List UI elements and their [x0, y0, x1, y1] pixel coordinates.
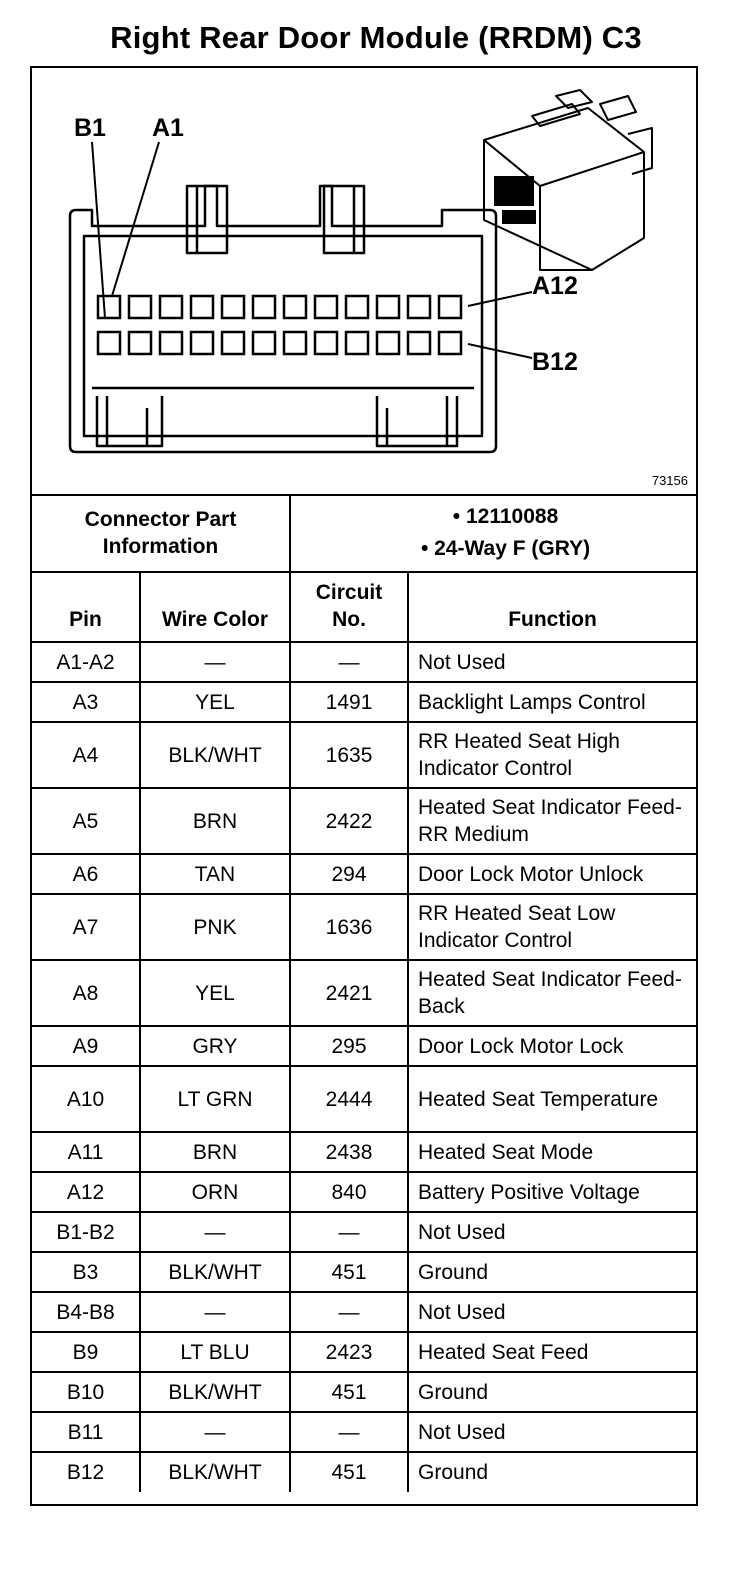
connector-diagram	[32, 68, 696, 496]
function-cell: Heated Seat Indicator Feed-Back	[408, 960, 696, 1026]
wire-color-cell: BLK/WHT	[140, 1252, 290, 1292]
pin-cavity	[315, 332, 337, 354]
pin-cell: A4	[32, 722, 140, 788]
connector-part-number: • 12110088	[452, 504, 559, 528]
circuit-no-cell: 2444	[290, 1066, 408, 1132]
table-row	[32, 722, 696, 788]
table-row	[32, 1132, 696, 1172]
pin-cavity	[129, 332, 151, 354]
function-cell: Ground	[408, 1372, 696, 1412]
table-row	[32, 788, 696, 854]
function-cell: Not Used	[408, 1292, 696, 1332]
wire-color-cell: —	[140, 642, 290, 682]
header-function: Function	[408, 572, 696, 642]
table-row	[32, 1412, 696, 1452]
label-a12: A12	[532, 272, 578, 300]
pin-cavity	[129, 296, 151, 318]
circuit-no-cell: 2422	[290, 788, 408, 854]
table-row	[32, 1066, 696, 1132]
circuit-no-cell: 1635	[290, 722, 408, 788]
wire-color-cell: —	[140, 1412, 290, 1452]
circuit-no-cell: 840	[290, 1172, 408, 1212]
pin-cavity	[160, 332, 182, 354]
function-cell: Ground	[408, 1452, 696, 1492]
connector-info-row	[32, 494, 696, 572]
pin-cavity	[284, 332, 306, 354]
pin-cavity	[98, 332, 120, 354]
circuit-no-cell: —	[290, 642, 408, 682]
wire-color-cell: YEL	[140, 960, 290, 1026]
wire-color-cell: —	[140, 1212, 290, 1252]
label-b1: B1	[74, 114, 106, 142]
pin-cell: B1-B2	[32, 1212, 140, 1252]
pin-cavity	[408, 332, 430, 354]
wire-color-cell: LT BLU	[140, 1332, 290, 1372]
connector-sheet	[30, 66, 698, 1506]
pin-cavity	[98, 296, 120, 318]
pin-cavity	[222, 332, 244, 354]
function-cell: Battery Positive Voltage	[408, 1172, 696, 1212]
pin-cell: A11	[32, 1132, 140, 1172]
function-cell: Heated Seat Mode	[408, 1132, 696, 1172]
pin-cavity	[377, 296, 399, 318]
pin-cell: A7	[32, 894, 140, 960]
label-a1: A1	[152, 114, 184, 142]
circuit-no-cell: 2423	[290, 1332, 408, 1372]
pinout-table	[32, 494, 696, 1492]
table-row	[32, 642, 696, 682]
pin-cell: B11	[32, 1412, 140, 1452]
pin-cavity	[439, 296, 461, 318]
wire-color-cell: BRN	[140, 788, 290, 854]
wire-color-cell: BLK/WHT	[140, 1452, 290, 1492]
header-wire-color: Wire Color	[140, 572, 290, 642]
pin-cavity	[439, 332, 461, 354]
connector-info-list	[290, 494, 696, 572]
pin-cavity	[315, 296, 337, 318]
pin-cavity	[160, 296, 182, 318]
pin-cell: A3	[32, 682, 140, 722]
function-cell: Backlight Lamps Control	[408, 682, 696, 722]
connector-description: • 24-Way F (GRY)	[420, 536, 591, 560]
figure-code: 73156	[651, 473, 688, 488]
pin-cavity	[346, 332, 368, 354]
wire-color-cell: PNK	[140, 894, 290, 960]
connector-face-drawing	[32, 68, 696, 492]
function-cell: Heated Seat Temperature	[408, 1066, 696, 1132]
wire-color-cell: GRY	[140, 1026, 290, 1066]
pin-cavity	[222, 296, 244, 318]
wire-color-cell: —	[140, 1292, 290, 1332]
pin-cell: A10	[32, 1066, 140, 1132]
table-row	[32, 960, 696, 1026]
pin-cavity	[191, 296, 213, 318]
pin-cell: B10	[32, 1372, 140, 1412]
circuit-no-cell: 451	[290, 1252, 408, 1292]
function-cell: Door Lock Motor Unlock	[408, 854, 696, 894]
page-title: Right Rear Door Module (RRDM) C3	[110, 20, 642, 55]
circuit-no-cell: 295	[290, 1026, 408, 1066]
table-row	[32, 1212, 696, 1252]
circuit-no-cell: 2438	[290, 1132, 408, 1172]
wire-color-cell: BLK/WHT	[140, 1372, 290, 1412]
table-row	[32, 854, 696, 894]
circuit-no-cell: 451	[290, 1452, 408, 1492]
table-row	[32, 1292, 696, 1332]
table-row	[32, 1252, 696, 1292]
header-circuit-no: Circuit No.	[290, 572, 408, 642]
pin-cell: A9	[32, 1026, 140, 1066]
function-cell: Door Lock Motor Lock	[408, 1026, 696, 1066]
connector-info-label: Connector Part Information	[32, 494, 290, 572]
pin-cell: B12	[32, 1452, 140, 1492]
pin-cell: A12	[32, 1172, 140, 1212]
pin-cell: A6	[32, 854, 140, 894]
circuit-no-cell: 1491	[290, 682, 408, 722]
header-pin: Pin	[32, 572, 140, 642]
table-row	[32, 1452, 696, 1492]
function-cell: Not Used	[408, 1412, 696, 1452]
function-cell: Ground	[408, 1252, 696, 1292]
circuit-no-cell: 2421	[290, 960, 408, 1026]
table-row	[32, 1372, 696, 1412]
table-header-row	[32, 572, 696, 642]
pin-cell: B3	[32, 1252, 140, 1292]
table-row	[32, 1172, 696, 1212]
pin-cavity	[253, 296, 275, 318]
pin-cavity	[377, 332, 399, 354]
pin-cell: A1-A2	[32, 642, 140, 682]
function-cell: RR Heated Seat High Indicator Control	[408, 722, 696, 788]
pin-cavity	[191, 332, 213, 354]
pin-cavity	[346, 296, 368, 318]
wire-color-cell: BLK/WHT	[140, 722, 290, 788]
function-cell: Not Used	[408, 642, 696, 682]
circuit-no-cell: —	[290, 1292, 408, 1332]
function-cell: Heated Seat Indicator Feed-RR Medium	[408, 788, 696, 854]
circuit-no-cell: 1636	[290, 894, 408, 960]
pin-cell: A8	[32, 960, 140, 1026]
pin-cell: B9	[32, 1332, 140, 1372]
circuit-no-cell: 294	[290, 854, 408, 894]
wire-color-cell: TAN	[140, 854, 290, 894]
table-row	[32, 682, 696, 722]
pin-cavity	[253, 332, 275, 354]
wire-color-cell: YEL	[140, 682, 290, 722]
function-cell: Not Used	[408, 1212, 696, 1252]
wire-color-cell: ORN	[140, 1172, 290, 1212]
pin-cell: B4-B8	[32, 1292, 140, 1332]
pin-cavity	[284, 296, 306, 318]
wire-color-cell: LT GRN	[140, 1066, 290, 1132]
label-b12: B12	[532, 348, 578, 376]
table-row	[32, 1026, 696, 1066]
table-row	[32, 894, 696, 960]
pin-cell: A5	[32, 788, 140, 854]
function-cell: Heated Seat Feed	[408, 1332, 696, 1372]
circuit-no-cell: —	[290, 1212, 408, 1252]
wire-color-cell: BRN	[140, 1132, 290, 1172]
pin-cavity	[408, 296, 430, 318]
circuit-no-cell: —	[290, 1412, 408, 1452]
circuit-no-cell: 451	[290, 1372, 408, 1412]
function-cell: RR Heated Seat Low Indicator Control	[408, 894, 696, 960]
table-row	[32, 1332, 696, 1372]
